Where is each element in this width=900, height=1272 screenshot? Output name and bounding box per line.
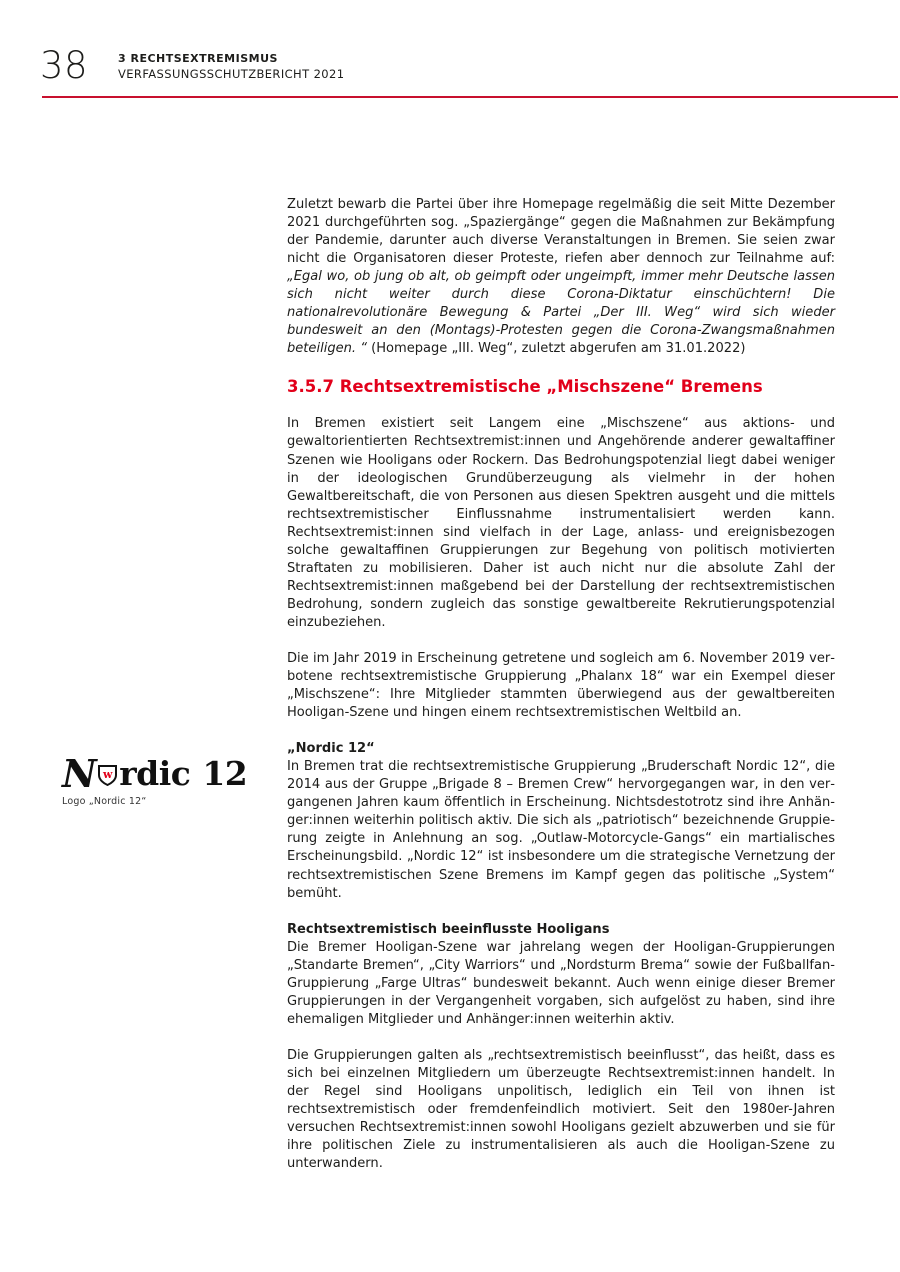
nordic12-block (287, 740, 835, 902)
section-heading: 3.5.7 Rechtsextremistische „Mischszene“ Bremens (287, 377, 763, 397)
page-number: 38 (40, 44, 89, 87)
hooligans-paragraph: Die Gruppierungen galten als „rechtsextremistisch beeinflusst“, das heißt, dass es sich bei einzelnen Mitgliedern um überzeugte Rechtsextremist:innen handelt. In der Regel sind Hooligans unpolitisch, lediglich ein Teil von ihnen ist rechtsextremistisch oder fremdenfeindlich motiviert. Seit den 1980er-Jahren versuchen Rechtsextremist:innen sowohl Hooligans gezielt abzuwerben und sie für ihre politischen Ziele zu instrumentalisieren als auch die Hooligan-Szene zu unterwandern. (287, 1047, 835, 1172)
logo-caption: Logo „Nordic 12“ (62, 796, 147, 807)
report-title: VERFASSUNGSSCHUTZBERICHT 2021 (118, 67, 345, 81)
shield-icon (97, 764, 118, 786)
svg-text:w: w (103, 768, 113, 781)
intro-quote: „Egal wo, ob jung ob alt, ob geimpft oder ungeimpft, immer mehr Deutsche lassen sich nicht weiter durch diese Corona-Diktatur einschüchtern! Die nationalrevolutionäre Bewegung & Partei „Der III. Weg“ wird sich wieder bundesweit an den (Montags)-Protesten gegen die Corona-Zwangsmaßnahmen beteiligen. “ (287, 269, 835, 357)
nordic12-logo-figure (62, 752, 272, 807)
intro-paragraph (287, 196, 835, 358)
chapter-title: 3 RECHTSEXTREMISMUS (118, 52, 278, 65)
logo-letter-n: N (62, 750, 97, 796)
main-text-column (287, 196, 835, 1191)
hooligans-block (287, 921, 835, 1029)
logo-letters: rdic (119, 753, 191, 793)
hooligans-subheading: Rechtsextremistisch beeinflusste Hooligans (287, 921, 610, 937)
logo-number: 12 (202, 753, 248, 793)
nordic12-subheading: „Nordic 12“ (287, 741, 375, 757)
section-paragraph: Die im Jahr 2019 in Erscheinung getretene und sogleich am 6. November 2019 verbotene rechtsextremistische Gruppierung „Phalanx 18“ war ein Exempel dieser „Mischszene“: Ihre Mitglieder stammten überwiegend aus der gewaltbereiten Hooligan-Szene und hingen einem rechtsextremistischen Weltbild an. (287, 650, 835, 721)
page-header (0, 0, 900, 100)
nordic12-logo (62, 752, 272, 794)
header-divider (42, 96, 898, 98)
intro-citation: (Homepage „III. Weg“, zuletzt abgerufen am 31.01.2022) (366, 341, 746, 357)
section-paragraph: In Bremen existiert seit Langem eine „Mischszene“ aus aktions- und gewaltorientierten Rechtsextremist:innen und Angehörende anderer gewaltaffiner Szenen wie Hooligans oder Rockern. Das Bedrohungspotenzial liegt dabei weniger in der ideologischen Grundüberzeugung als vielmehr in der hohen Gewaltbereitschaft, die von Personen aus diesen Spektren ausgeht und die mittels rechtsextremistischer Einflussnahme instrumentalisiert werden kann. Rechtsextremist:innen sind vielfach in der Lage, anlass- und ereignisbezogen solche gewaltaffinen Gruppierungen zur Begehung von politisch motivierten Straftaten zu mobilisieren. Daher ist auch nicht nur die absolute Zahl der Rechtsextremist:innen maßgebend bei der Darstellung der rechtsextremistischen Bedrohung, sondern zugleich das sonstige gewaltbereite Rekrutierungspotenzial einzubeziehen. (287, 416, 835, 630)
nordic12-paragraph: In Bremen trat die rechtsextremistische Gruppierung „Bruderschaft Nordic 12“, die 2014 aus der Gruppe „Brigade 8 – Bremen Crew“ hervorgegangen war, in den vergangenen Jahren kaum öffentlich in Erscheinung. Nichtsdestotrotz sind ihre Anhänger:innen weiterhin politisch aktiv. Die sich als „patriotisch“ bezeichnende Gruppierung zeigte in Anlehnung an sog. „Outlaw-Motorcycle-Gangs“ ein martialisches Erscheinungsbild. „Nordic 12“ ist insbesondere um die strategische Vernetzung der rechtsextremistischen Szene Bremens im Kampf gegen das politische „System“ bemüht. (287, 759, 835, 901)
intro-text: Zuletzt bewarb die Partei über ihre Homepage regelmäßig die seit Mitte Dezember 2021 durchgeführten sog. „Spaziergänge“ gegen die Maßnahmen zur Bekämpfung der Pandemie, darunter auch diverse Veranstaltungen in Bremen. Sie seien zwar nicht die Organisatoren dieser Proteste, riefen aber dennoch zur Teilnahme auf: (287, 197, 835, 267)
hooligans-paragraph: Die Bremer Hooligan-Szene war jahrelang wegen der Hooligan-Gruppierungen „Standarte Bremen“, „City Warriors“ und „Nordsturm Brema“ sowie der Fußballfan-Gruppierung „Farge Ultras“ bundesweit bekannt. Auch wenn einige dieser Bremer Gruppierungen in der Vergangenheit vorgaben, sich aufgelöst zu haben, sind ihre ehemaligen Mitglieder und Anhänger:innen weiterhin aktiv. (287, 939, 835, 1027)
